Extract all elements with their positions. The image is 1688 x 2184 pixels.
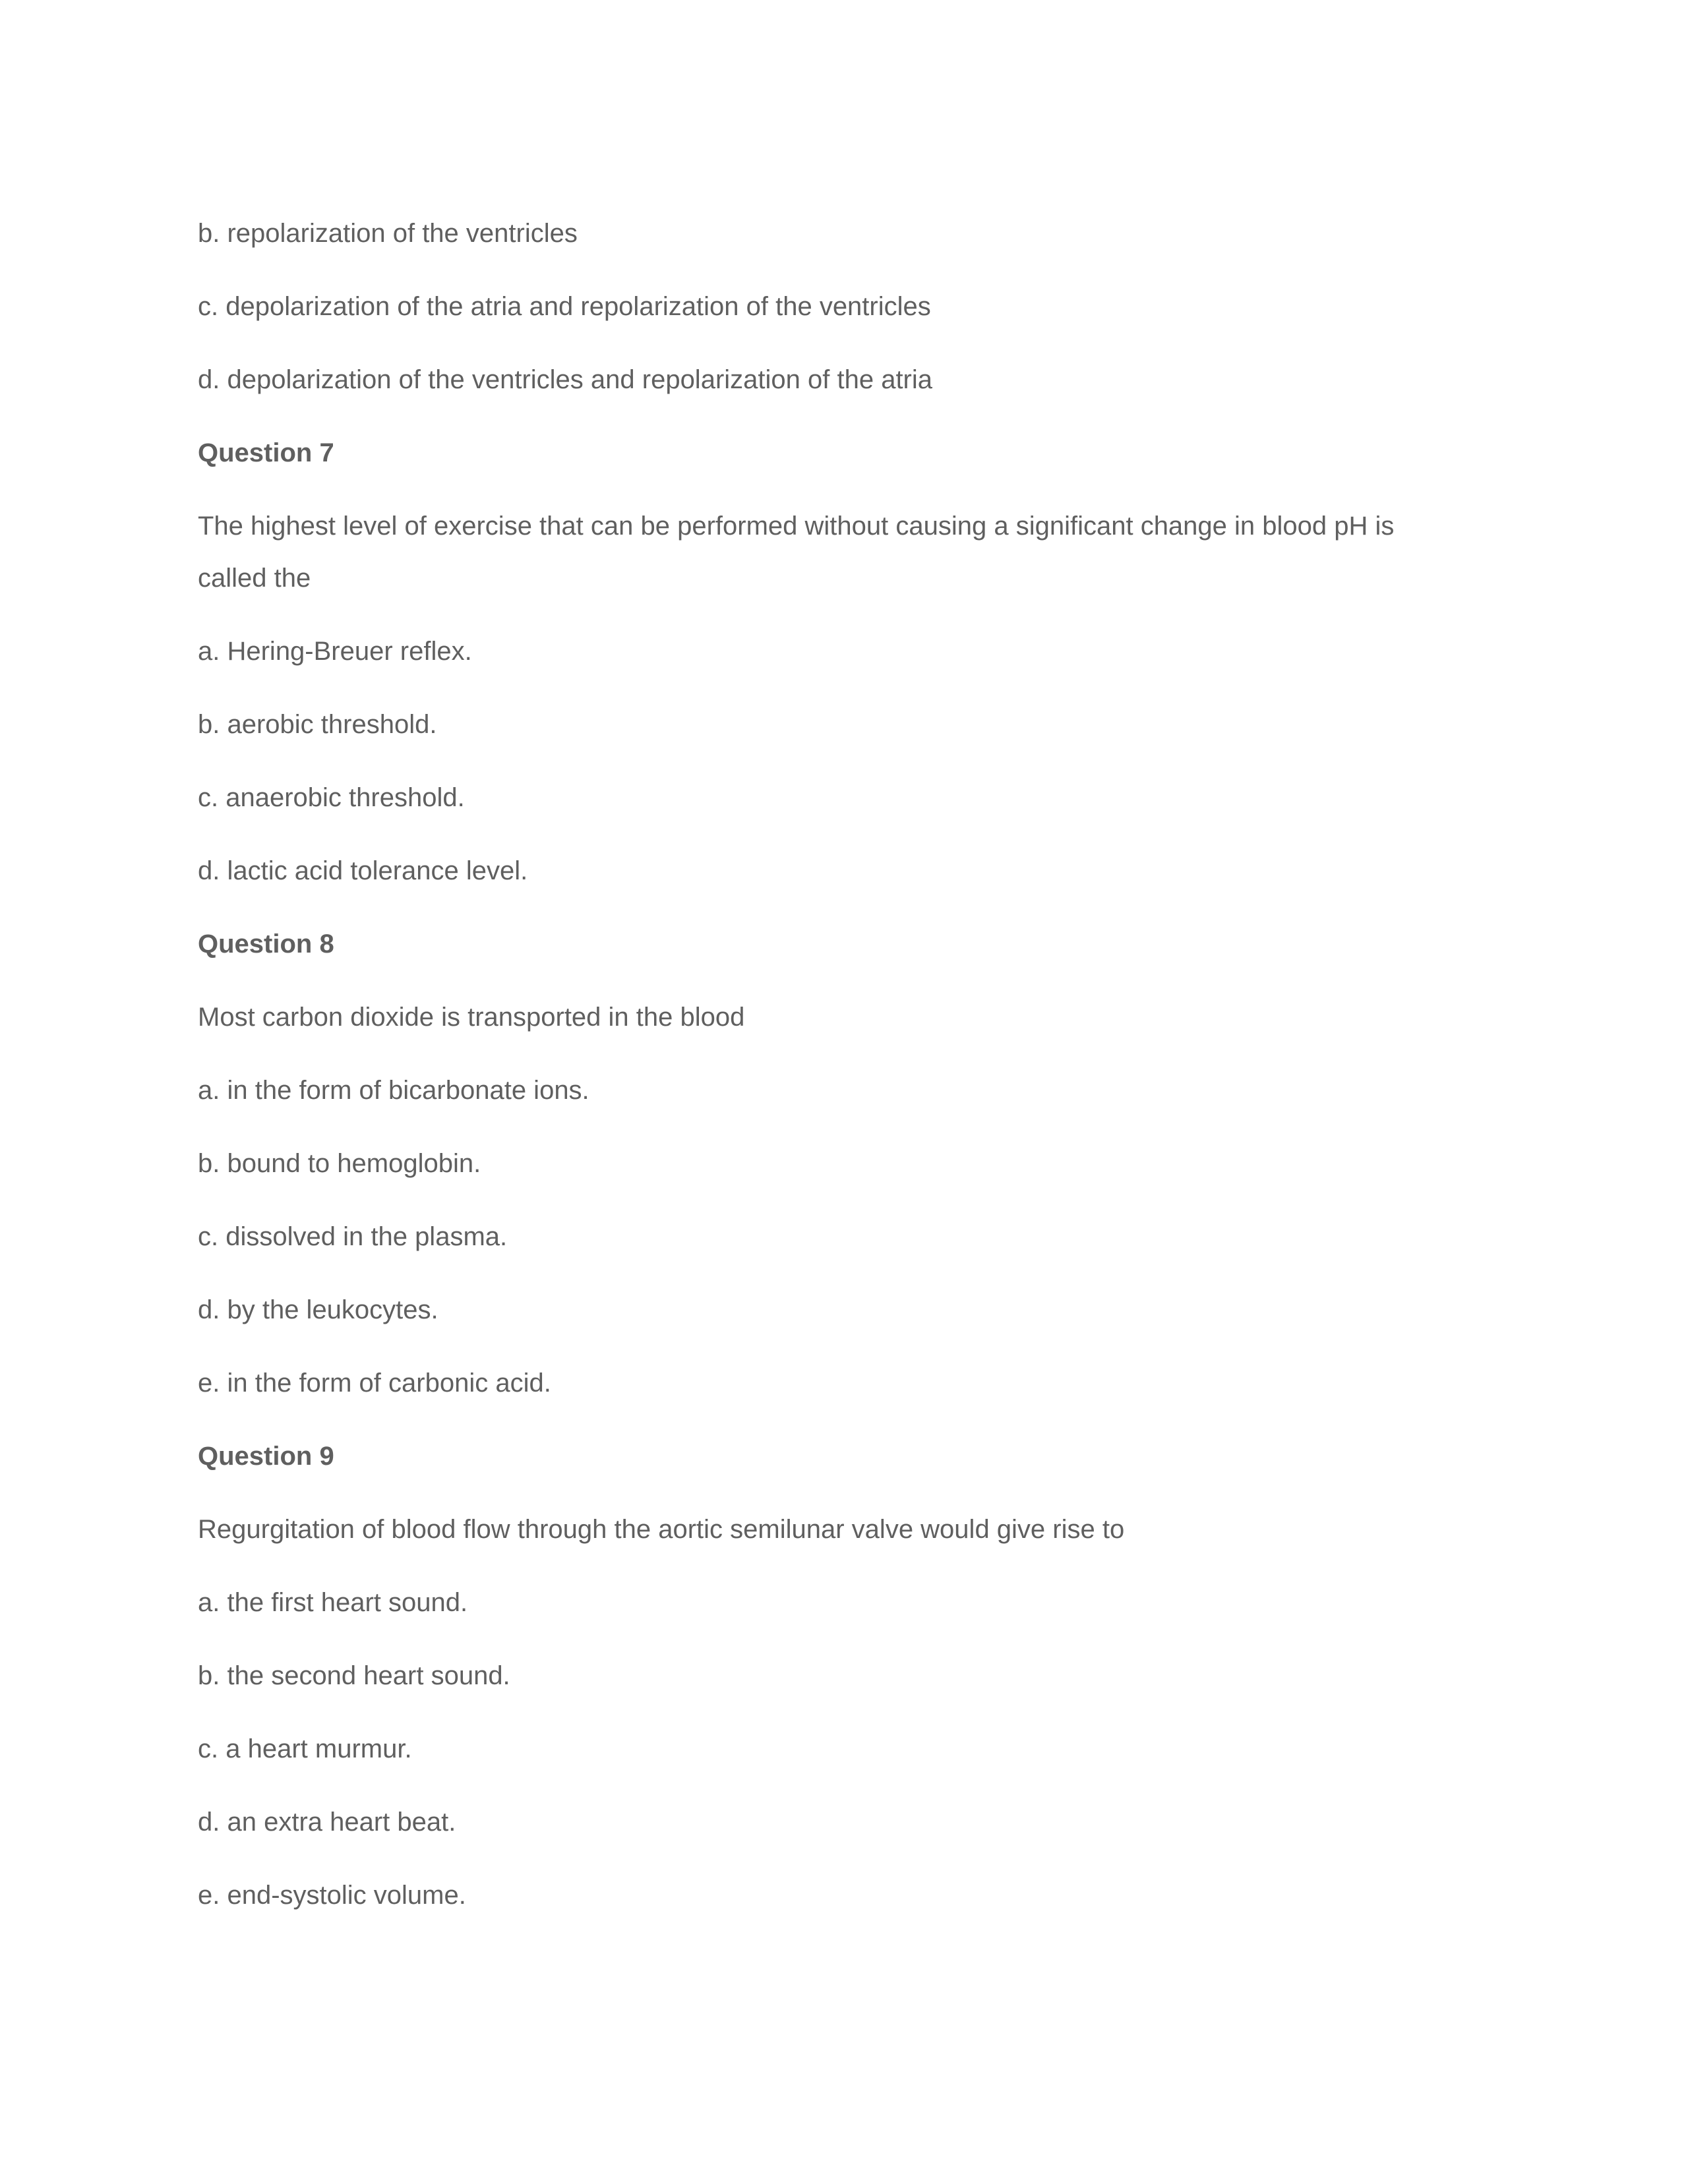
q9-option-a: a. the first heart sound. xyxy=(198,1588,468,1617)
q8-option-e: e. in the form of carbonic acid. xyxy=(198,1369,551,1398)
question-7-text-line-2: called the xyxy=(198,564,311,593)
question-9-heading: Question 9 xyxy=(198,1442,334,1471)
q7-option-d: d. lactic acid tolerance level. xyxy=(198,856,528,885)
q7-option-c: c. anaerobic threshold. xyxy=(198,783,465,812)
q6-option-d: d. depolarization of the ventricles and repolarization of the atria xyxy=(198,365,933,394)
q8-option-b: b. bound to hemoglobin. xyxy=(198,1149,481,1178)
question-7-heading: Question 7 xyxy=(198,438,334,467)
question-9-text: Regurgitation of blood flow through the aortic semilunar valve would give rise to xyxy=(198,1515,1125,1544)
q9-option-c: c. a heart murmur. xyxy=(198,1734,412,1763)
q8-option-a: a. in the form of bicarbonate ions. xyxy=(198,1076,589,1105)
q8-option-d: d. by the leukocytes. xyxy=(198,1295,438,1324)
q6-option-b: b. repolarization of the ventricles xyxy=(198,219,578,248)
q9-option-b: b. the second heart sound. xyxy=(198,1661,510,1690)
question-8-heading: Question 8 xyxy=(198,930,334,959)
q9-option-d: d. an extra heart beat. xyxy=(198,1808,456,1837)
q8-option-c: c. dissolved in the plasma. xyxy=(198,1222,508,1251)
question-7-text-line-1: The highest level of exercise that can be performed without causing a significant change in blood pH is xyxy=(198,512,1395,541)
q7-option-a: a. Hering-Breuer reflex. xyxy=(198,637,472,666)
q6-option-c: c. depolarization of the atria and repolarization of the ventricles xyxy=(198,292,931,321)
q7-option-b: b. aerobic threshold. xyxy=(198,710,437,739)
question-8-text: Most carbon dioxide is transported in the blood xyxy=(198,1003,745,1032)
q9-option-e: e. end-systolic volume. xyxy=(198,1881,466,1910)
